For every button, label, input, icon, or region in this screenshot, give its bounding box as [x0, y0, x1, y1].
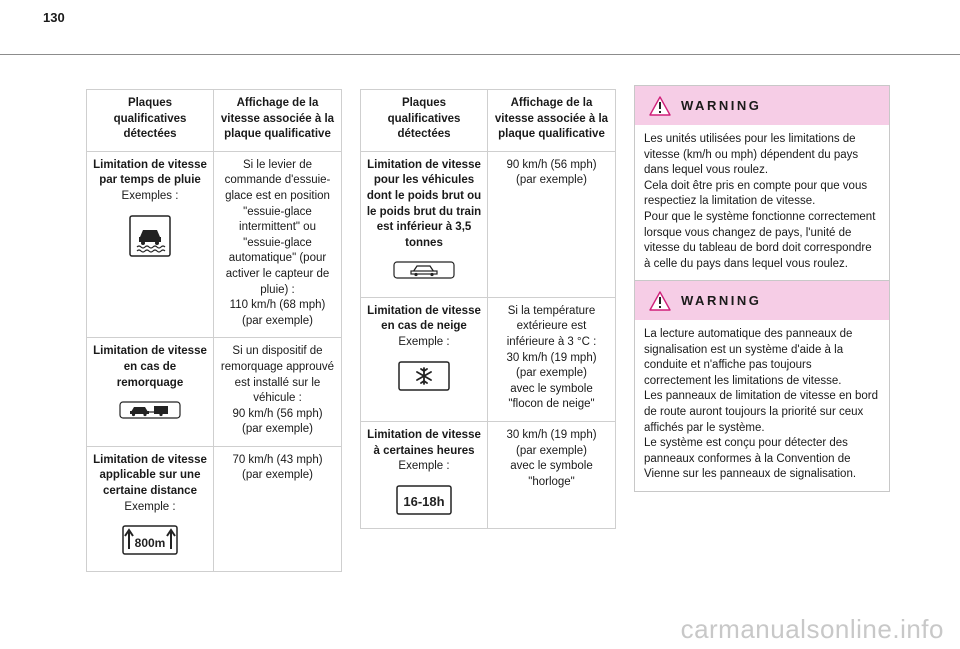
warning-paragraph: La lecture automatique des panneaux de signalisation est un système d'aide à la conduite et n'affiche pas toujours correctement les limitations de vitesse.: [644, 328, 853, 387]
warning-title: WARNING: [681, 98, 762, 113]
snowflake-sign-icon: [365, 361, 483, 391]
row-display: Si un dispositif de remorquage approuvé est installé sur le véhicule : 90 km/h (56 mph) (par exemple): [214, 338, 342, 447]
row-sub: Exemple :: [398, 335, 450, 348]
warning-box-reading: [634, 280, 890, 492]
table-row: [87, 151, 342, 338]
warning-title: WARNING: [681, 293, 762, 308]
column-header-display: Affichage de la vitesse associée à la plaque qualificative: [214, 90, 342, 152]
row-label: Limitation de vitesse applicable sur une certaine distance: [93, 453, 207, 498]
table-row: [87, 446, 342, 571]
warning-box-units: [634, 85, 890, 281]
header-divider: [0, 54, 960, 55]
qualifier-table-right: [360, 89, 616, 529]
row-display: 70 km/h (43 mph) (par exemple): [214, 446, 342, 571]
warning-body: [635, 320, 889, 491]
row-label: Limitation de vitesse en cas de neige: [367, 304, 481, 333]
page-number: 130: [43, 10, 65, 25]
warning-paragraph: Pour que le système fonctionne correctement lorsque vous changez de pays, l'unité de vitesse du tableau de bord doit correspondre à celle du pays dans lequel vous roulez.: [644, 210, 876, 270]
warning-paragraph: Les unités utilisées pour les limitations de vitesse (km/h ou mph) dépendent du pays dans lequel vous roulez.: [644, 133, 859, 177]
warning-header: [635, 86, 889, 125]
rain-car-sign-icon: [91, 215, 209, 257]
warning-paragraph: Le système est conçu pour détecter des panneaux conformes à la Convention de Vienne sur les panneaux de signalisation.: [644, 437, 857, 481]
row-label: Limitation de vitesse pour les véhicules dont le poids brut ou le poids brut du train est inférieur à 3,5 tonnes: [366, 158, 482, 249]
warning-triangle-icon: [649, 291, 671, 311]
row-display: Si la température extérieure est inférieure à 3 °C : 30 km/h (19 mph) (par exemple) avec le symbole "flocon de neige": [488, 297, 616, 421]
table-header-row: [87, 90, 342, 152]
column-header-plates: Plaques qualificatives détectées: [361, 90, 488, 152]
row-display: 90 km/h (56 mph) (par exemple): [488, 151, 616, 297]
row-label: Limitation de vitesse à certaines heures: [367, 428, 481, 457]
column-header-display: Affichage de la vitesse associée à la plaque qualificative: [488, 90, 616, 152]
warning-paragraph: Cela doit être pris en compte pour que vous respectiez la limitation de vitesse.: [644, 179, 868, 208]
distance-sign-text: 800m: [134, 536, 166, 551]
row-display: Si le levier de commande d'essuie-glace est en position "essuie-glace intermittent" ou "essuie-glace automatique" (pour activer le capteur de pluie) : 110 km/h (68 mph) (par exemple): [214, 151, 342, 338]
table-row: [361, 297, 616, 421]
column-header-plates: Plaques qualificatives détectées: [87, 90, 214, 152]
table-header-row: [361, 90, 616, 152]
row-label: Limitation de vitesse par temps de pluie: [93, 158, 207, 187]
table-row: [361, 151, 616, 297]
hours-sign-text: 16-18h: [403, 493, 445, 509]
watermark: carmanualsonline.info: [680, 614, 944, 644]
warning-triangle-icon: [649, 96, 671, 116]
table-row: [361, 421, 616, 528]
car-trailer-sign-icon: [91, 401, 209, 419]
warning-paragraph: Les panneaux de limitation de vitesse en bord de route auront toujours la priorité sur ceux affichés par le système.: [644, 390, 878, 434]
row-sub: Exemple :: [398, 460, 450, 473]
car-sign-icon: [365, 261, 483, 279]
row-label: Limitation de vitesse en cas de remorquage: [93, 345, 207, 389]
distance-800m-sign-icon: [91, 525, 209, 555]
row-sub: Exemples :: [121, 189, 179, 202]
qualifier-table-left: [86, 89, 342, 572]
row-display: 30 km/h (19 mph) (par exemple) avec le symbole "horloge": [488, 421, 616, 528]
row-sub: Exemple :: [124, 500, 176, 513]
warning-header: [635, 281, 889, 320]
table-row: [87, 338, 342, 447]
hours-16-18h-sign-icon: [365, 485, 483, 515]
warning-body: [635, 125, 889, 280]
